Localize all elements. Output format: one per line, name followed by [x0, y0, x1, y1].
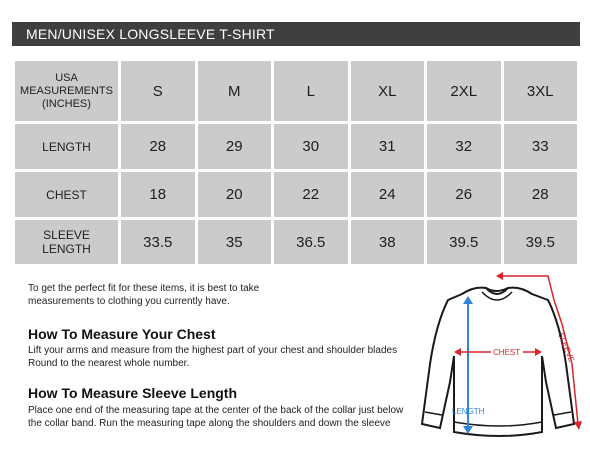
chest-measure-heading: How To Measure Your Chest	[28, 326, 216, 342]
table-cell: 36.5	[274, 220, 348, 264]
sleeve-arrow-head-end	[574, 421, 582, 430]
sleeve-measure-text: Place one end of the measuring tape at the center of the back of the collar just below the collar band. Run the measuring tape along the shoulders and down the sleeve	[28, 405, 404, 429]
size-header-3xl: 3XL	[504, 61, 578, 121]
table-cell: 24	[351, 172, 425, 217]
row-label-sleeve-length: SLEEVE LENGTH	[15, 220, 118, 264]
chest-measure-text: Lift your arms and measure from the highest part of your chest and shoulder blades Round to the nearest whole number.	[28, 345, 398, 369]
table-cell: 35	[198, 220, 272, 264]
size-header-xl: XL	[351, 61, 425, 121]
table-row-length	[15, 124, 577, 169]
table-cell: 28	[121, 124, 195, 169]
shirt-outline	[422, 288, 577, 436]
corner-label: USA MEASUREMENTS (INCHES)	[15, 61, 118, 121]
table-cell: 39.5	[427, 220, 501, 264]
table-cell: 20	[198, 172, 272, 217]
table-row-sleeve-length	[15, 220, 577, 264]
length-arrow-head-top	[463, 296, 473, 304]
sleeve-measure-heading: How To Measure Sleeve Length	[28, 385, 238, 401]
table-cell: 38	[351, 220, 425, 264]
size-header-m: M	[198, 61, 272, 121]
chart-title-bar	[12, 22, 580, 46]
chest-label: CHEST	[493, 348, 521, 357]
size-header-l: L	[274, 61, 348, 121]
table-cell: 39.5	[504, 220, 578, 264]
table-cell: 26	[427, 172, 501, 217]
length-label: LENGTH	[452, 407, 485, 416]
table-cell: 29	[198, 124, 272, 169]
table-cell: 31	[351, 124, 425, 169]
table-cell: 30	[274, 124, 348, 169]
row-label-length: LENGTH	[15, 124, 118, 169]
chest-arrow-head-left	[454, 348, 461, 356]
table-row-chest	[15, 172, 577, 217]
table-cell: 18	[121, 172, 195, 217]
table-cell: 33.5	[121, 220, 195, 264]
shirt-measurement-diagram	[408, 264, 588, 450]
size-header-2xl: 2XL	[427, 61, 501, 121]
page-title: MEN/UNISEX LONGSLEEVE T-SHIRT	[26, 26, 275, 42]
longsleeve-shirt-illustration	[408, 264, 588, 450]
right-cuff	[554, 412, 571, 415]
left-cuff	[425, 412, 442, 415]
intro-text: To get the perfect fit for these items, it is best to take measurements to clothing you currently have.	[28, 283, 260, 307]
chest-arrow-head-right	[535, 348, 542, 356]
table-cell: 32	[427, 124, 501, 169]
table-cell: 33	[504, 124, 578, 169]
row-label-chest: CHEST	[15, 172, 118, 217]
size-header-s: S	[121, 61, 195, 121]
table-cell: 28	[504, 172, 578, 217]
sleeve-arrow-head-start	[496, 272, 503, 280]
size-chart-table	[12, 58, 580, 267]
table-cell: 22	[274, 172, 348, 217]
table-header-row	[15, 61, 577, 121]
sleeve-label: SLEEVE	[556, 331, 577, 364]
